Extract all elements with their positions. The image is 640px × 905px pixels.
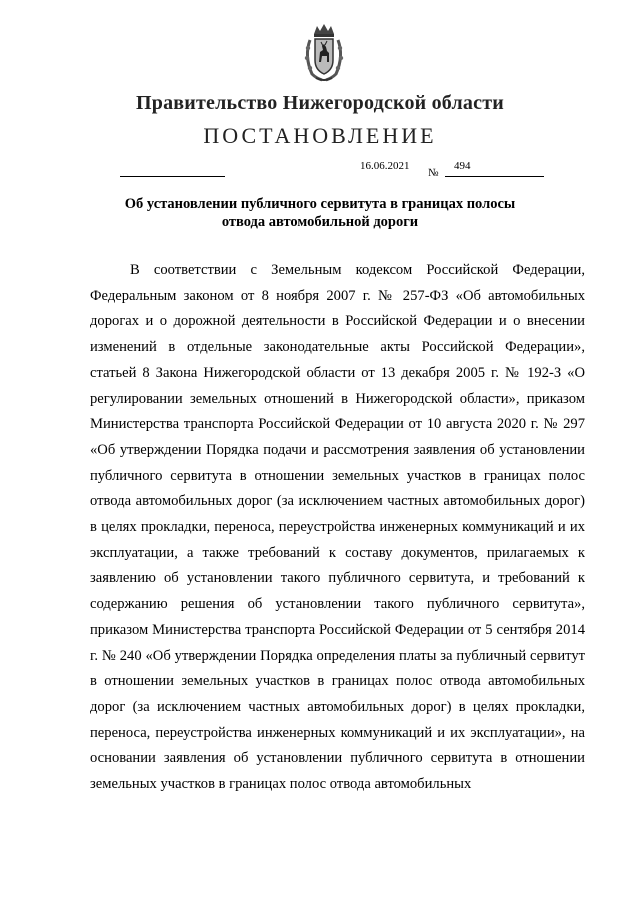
- number-sign: №: [428, 167, 439, 179]
- government-title: Правительство Нижегородской области: [136, 92, 504, 114]
- document-subject: [110, 195, 530, 231]
- subject-line-1: Об установлении публичного сервитута в границах полосы: [124, 196, 516, 212]
- number-underline: [445, 176, 544, 177]
- document-date: 16.06.2021: [360, 160, 410, 172]
- document-number: 494: [454, 160, 471, 172]
- subject-line-2: отвода автомобильной дороги: [221, 214, 419, 230]
- coat-of-arms-emblem: [300, 22, 348, 84]
- body-paragraph: В соответствии с Земельным кодексом Российской Федерации, Федеральным законом от 8 ноября 2007 г. № 257-ФЗ «Об автомобильных дорогах и о дорожной деятельности в Российской Федерации и о внесении изменений в отдельные законодательные акты Российской Федерации», статьей 8 Закона Нижегородской области от 13 декабря 2005 г. № 192-З «О регулировании земельных отношений в Нижегородской области», приказом Министерства транспорта Российской Федерации от 10 августа 2020 г. № 297 «Об утверждении Порядка подачи и рассмотрения заявления об установлении публичного сервитута в отношении земельных участков в границах полос отвода автомобильных дорог (за исключением частных автомобильных дорог) в целях прокладки, переноса, переустройства инженерных коммуникаций и их эксплуатации, а также требований к составу документов, прилагаемых к заявлению об установлении такого публичного сервитута, и требований к содержанию решения об установлении такого публичного сервитута», приказом Министерства транспорта Российской Федерации от 5 сентября 2014 г. № 240 «Об утверждении Порядка определения платы за публичный сервитут в отношении земельных участков в границах полос отвода автомобильных дорог (за исключением частных автомобильных дорог) в целях прокладки, переноса, переустройства инженерных коммуникаций и их эксплуатации», на основании заявления об установлении публичного сервитута в отношении земельных участков в границах полос отвода автомобильных: [90, 262, 585, 793]
- document-type: ПОСТАНОВЛЕНИЕ: [203, 123, 437, 148]
- signature-line-left: [120, 176, 225, 177]
